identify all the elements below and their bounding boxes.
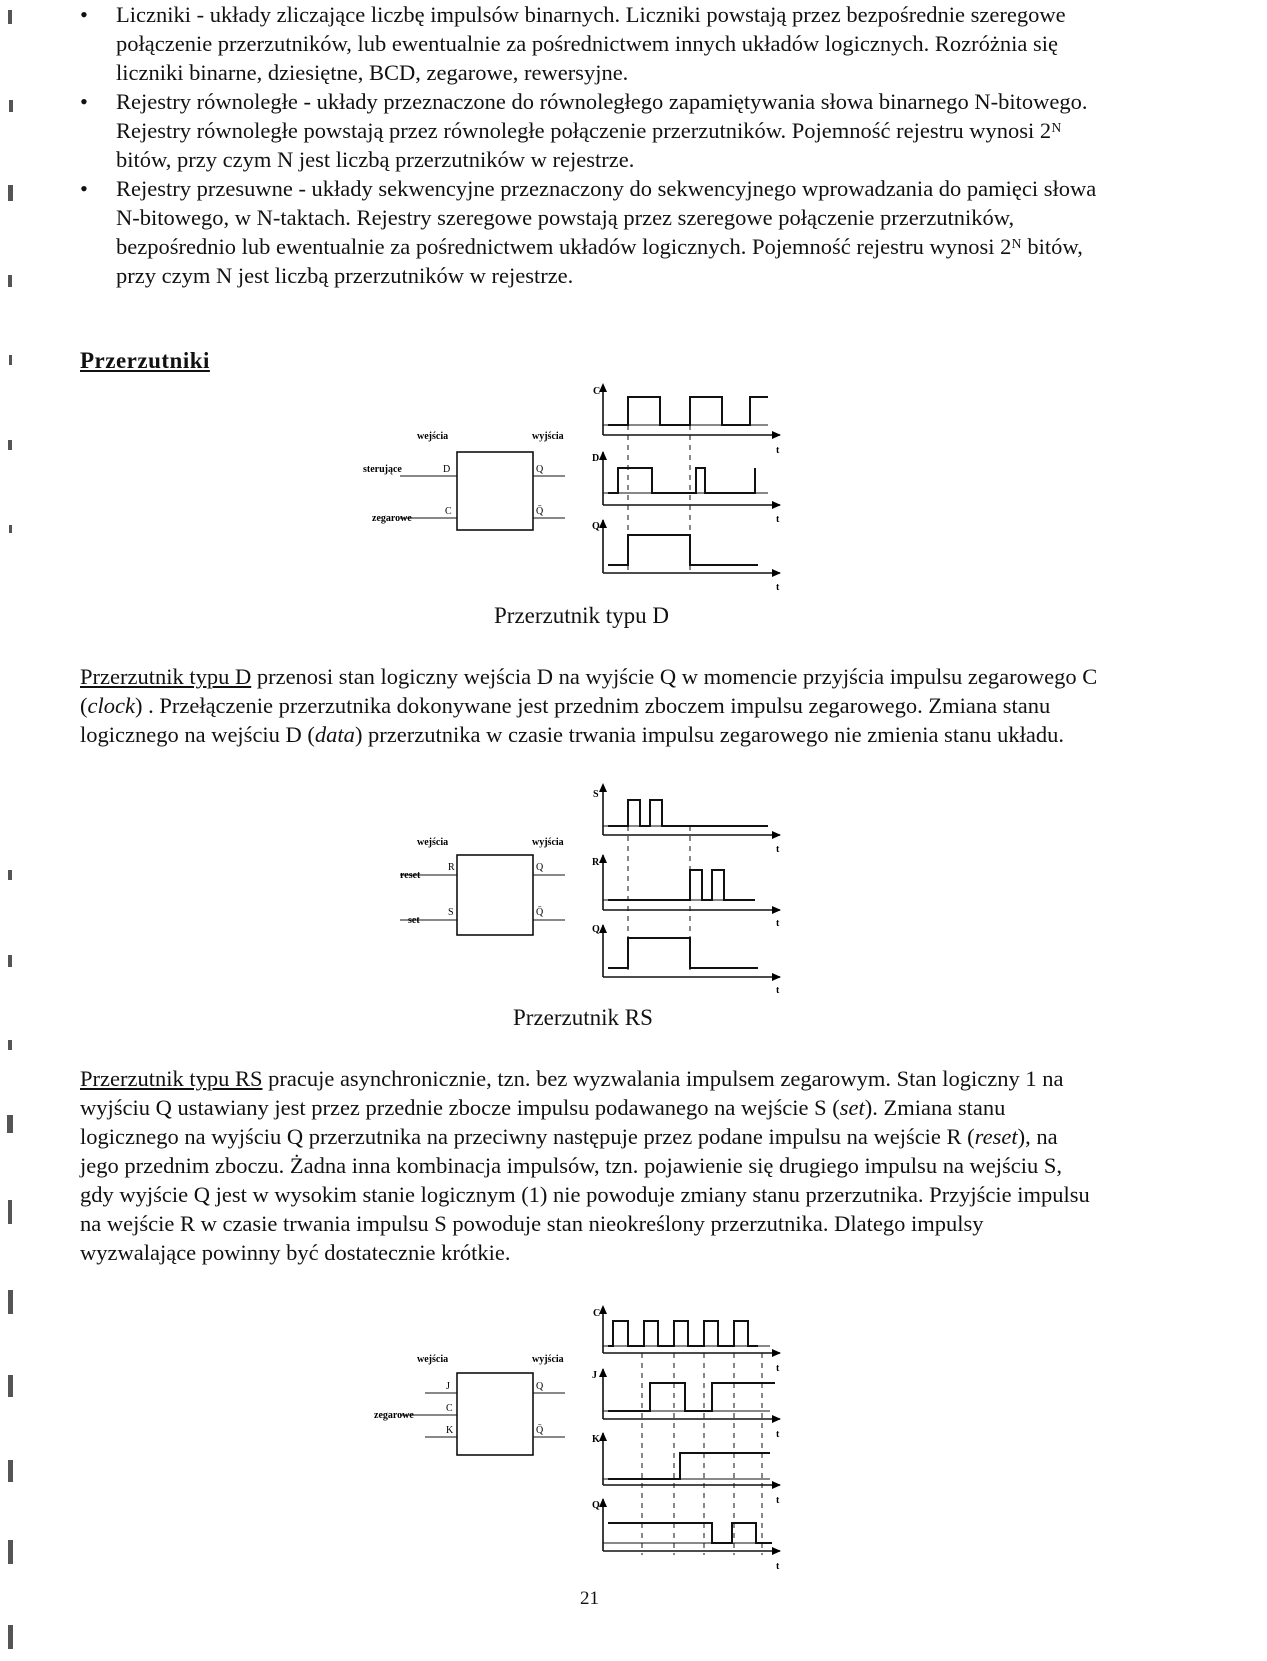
signal-q [608, 535, 758, 565]
bullet-item: • Liczniki - układy zliczające liczbę impulsów binarnych. Liczniki powstają przez bezpośrednie szeregowe połączenie przerzutników, lub ewentualnie za pośrednictwem innych układów logicznych. Rozróżnia się liczniki binarne, dziesiętne, BCD, zegarowe, rewersyjne. [80, 2, 1066, 85]
pin-j: J [446, 1381, 450, 1392]
clock-term: clock [87, 693, 135, 718]
page-number: 21 [580, 1588, 599, 1609]
axis-label-q: Q [592, 1500, 600, 1511]
axis-label-t: t [776, 582, 780, 593]
inputs-label: wejścia [417, 1354, 449, 1365]
bullet-text: Liczniki - układy zliczające liczbę impulsów binarnych. Liczniki powstają przez bezpośrednie szeregowe połączenie przerzutników, lub ewentualnie za pośrednictwem innych układów logicznych. Rozróżnia się liczniki binarne, dziesiętne, BCD, zegarowe, rewersyjne. [116, 2, 1066, 85]
outputs-label: wyjścia [532, 431, 564, 442]
axis-label-j: J [592, 1370, 597, 1381]
rs-flipflop-paragraph [80, 1064, 1100, 1267]
bullet-list [80, 0, 1100, 290]
rs-flipflop-caption: Przerzutnik RS [513, 1005, 653, 1030]
pin-q: Q [536, 464, 544, 475]
axis-label-c: C [593, 386, 601, 397]
bullet-text: Rejestry równoległe - układy przeznaczone do równoległego zapamiętywania słowa binarnego N-bitowego. Rejestry równoległe powstają przez równoległe połączenie przerzutników. Pojemność rejestru wynosi 2ᴺ bitów, przy czym N jest liczbą przerzutników w rejestrze. [116, 89, 1088, 172]
clock-input-label: zegarowe [374, 1410, 414, 1421]
outputs-label: wyjścia [532, 1354, 564, 1365]
set-term: set [839, 1095, 865, 1120]
set-input-label: set [408, 915, 420, 926]
signal-d [608, 468, 755, 493]
inputs-label: wejścia [417, 431, 449, 442]
control-input-label: sterujące [363, 464, 402, 475]
outputs-label: wyjścia [532, 837, 564, 848]
d-flipflop-diagram [360, 380, 790, 593]
reset-input-label: reset [400, 870, 421, 881]
d-flipflop-caption: Przerzutnik typu D [494, 603, 670, 628]
pin-c: C [446, 1403, 453, 1414]
bullet-item: • Rejestry przesuwne - układy sekwencyjne przeznaczony do sekwencyjnego wprowadzania do pamięci słowa N-bitowego, w N-taktach. Rejestry szeregowe powstają przez szeregowe połączenie przerzutników, bezpośrednio lub ewentualnie za pośrednictwem układów logicznych. Pojemność rejestru wynosi 2ᴺ bitów, przy czym N jest liczbą przerzutników w rejestrze. [80, 176, 1097, 288]
rs-flipflop-diagram [360, 780, 790, 996]
axis-label-s: S [593, 789, 599, 800]
clock-input-label: zegarowe [372, 513, 412, 524]
axis-label-t: t [776, 1363, 780, 1374]
paragraph-text: ). Zmiana stanu logicznego na wyjściu Q przerzutnika na przeciwny następuje przez podane impulsu na wejście R ( [80, 1095, 1006, 1149]
bullet-text: Rejestry przesuwne - układy sekwencyjne przeznaczony do sekwencyjnego wprowadzania do pamięci słowa N-bitowego, w N-taktach. Rejestry szeregowe powstają przez szeregowe połączenie przerzutników, bezpośrednio lub ewentualnie za pośrednictwem układów logicznych. Pojemność rejestru wynosi 2ᴺ bitów, przy czym N jest liczbą przerzutników w rejestrze. [116, 176, 1097, 288]
axis-label-t: t [776, 514, 780, 525]
axis-label-t: t [776, 918, 780, 929]
jk-flipflop-diagram [360, 1303, 790, 1573]
paragraph-text: przenosi stan logiczny wejścia D na wyjście Q w momencie przyjścia impulsu zegarowego C ( [80, 664, 1098, 718]
axis-label-t: t [776, 1561, 780, 1572]
d-flipflop-paragraph [80, 662, 1100, 749]
timing-axes [599, 1305, 781, 1555]
axis-label-t: t [776, 445, 780, 456]
axis-label-t: t [776, 844, 780, 855]
pin-qbar: Q̄ [536, 907, 544, 918]
d-flipflop-term: Przerzutnik typu D [80, 664, 252, 689]
pin-q: Q [536, 862, 544, 873]
pin-qbar: Q̄ [536, 1425, 544, 1436]
axis-label-q: Q [592, 521, 600, 532]
paragraph-text: ) . Przełączenie przerzutnika dokonywane jest przednim zboczem impulsu zegarowego. Zmiana stanu logicznego na wejściu D ( [80, 693, 1051, 747]
signal-j [608, 1383, 775, 1411]
data-term: data [314, 722, 355, 747]
axis-label-c: C [593, 1308, 601, 1319]
rs-flipflop-term: Przerzutnik typu RS [80, 1066, 263, 1091]
paragraph-text: pracuje asynchronicznie, tzn. bez wyzwalania impulsem zegarowym. Stan logiczny 1 na wyjściu Q ustawiany jest przez przednie zbocze impulsu podawanego na wejście S ( [80, 1066, 1064, 1120]
axis-label-k: K [592, 1434, 600, 1445]
bullet-item: • Rejestry równoległe - układy przeznaczone do równoległego zapamiętywania słowa binarnego N-bitowego. Rejestry równoległe powstają przez równoległe połączenie przerzutników. Pojemność rejestru wynosi 2ᴺ bitów, przy czym N jest liczbą przerzutników w rejestrze. [80, 89, 1088, 172]
pin-k: K [446, 1425, 454, 1436]
paragraph-text: ), na jego przednim zboczu. Żadna inna kombinacja impulsów, tzn. pojawienie się drugiego impulsu na wejściu S, gdy wyjście Q jest w wysokim stanie logicznym (1) nie powoduje zmiany stanu przerzutnika. Przyjście impulsu na wejście R w czasie trwania impulsu S powoduje stan nieokreślony przerzutnika. Dlatego impulsy wyzwalające powinny być dostatecznie krótkie. [80, 1124, 1090, 1265]
pin-s: S [448, 907, 454, 918]
axis-label-d: D [592, 453, 600, 464]
axis-label-r: R [592, 857, 600, 868]
pin-r: R [448, 862, 455, 873]
axis-label-t: t [776, 985, 780, 996]
signal-r [608, 870, 755, 900]
axis-label-t: t [776, 1429, 780, 1440]
signal-q [608, 938, 758, 968]
jk-flipflop-block [457, 1373, 533, 1455]
axis-label-q: Q [592, 924, 600, 935]
pin-c: C [445, 506, 452, 517]
signal-k [608, 1453, 770, 1479]
rs-flipflop-block [457, 855, 533, 935]
signal-c [608, 397, 768, 425]
axis-label-t: t [776, 1495, 780, 1506]
section-heading: Przerzutniki [80, 348, 210, 373]
signal-q [608, 1523, 772, 1543]
paragraph-text: ) przerzutnika w czasie trwania impulsu zegarowego nie zmienia stanu układu. [354, 722, 1065, 747]
pin-q: Q [536, 1381, 544, 1392]
signal-c [608, 1321, 758, 1346]
pin-qbar: Q̄ [536, 506, 544, 517]
scan-edge-artifacts [0, 0, 22, 1661]
reset-term: reset [974, 1124, 1018, 1149]
signal-s [608, 800, 768, 826]
pin-d: D [443, 464, 451, 475]
d-flipflop-block [457, 452, 533, 530]
inputs-label: wejścia [417, 837, 449, 848]
